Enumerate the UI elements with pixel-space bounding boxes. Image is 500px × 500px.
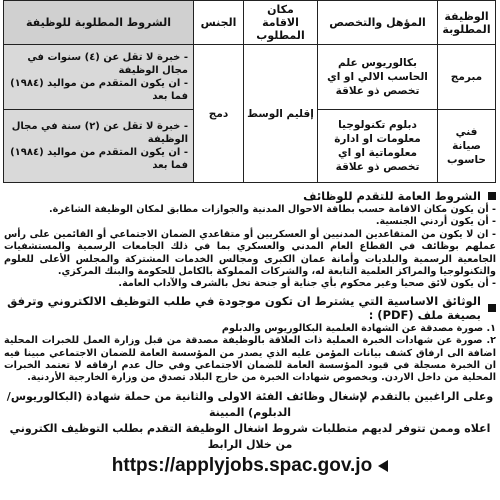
job-title: فني صيانة حاسوب: [438, 110, 496, 183]
job-title: مبرمج: [438, 45, 496, 110]
square-bullet-icon: [488, 192, 496, 200]
job-conditions: [4, 110, 194, 183]
general-conditions-title: الشروط العامة للتقدم للوظائف: [303, 189, 481, 203]
condition-item: - ان يكون المتقدم من مواليد (١٩٨٤) فما بعد: [10, 78, 188, 102]
document-line: ١. صورة مصدقة عن الشهادة العلمية البكالوريوس والدبلوم: [221, 322, 496, 334]
header-qualification: المؤهل والتخصص: [318, 1, 438, 45]
residence-value: إقليم الوسط: [244, 45, 318, 183]
table-row: [4, 45, 496, 110]
job-qualification: دبلوم تكنولوجيا معلومات او ادارة معلوماتية او اي تخصص ذو علاقة: [318, 110, 438, 183]
header-gender: الجنس: [194, 1, 244, 45]
header-conditions: الشروط المطلوبة للوظيفة: [4, 1, 194, 45]
closing-instructions: [4, 389, 496, 453]
jobs-table: [3, 0, 496, 183]
documents-title: الوثائق الاساسية التي يشترط ان تكون موجودة في طلب التوظيف الالكتروني وترفق بصيغة ملف (PDF) :: [7, 293, 481, 322]
condition-line: - أن يكون مكان الاقامة حسب بطاقة الاحوال المدنية والجوازات مطابق لمكان الوظيفة الشاغرة.: [48, 204, 496, 215]
job-conditions: [4, 45, 194, 110]
header-residence: مكان الاقامة المطلوب: [244, 1, 318, 45]
documents-section: [4, 294, 496, 385]
gender-value: دمج: [194, 45, 244, 183]
header-job: الوظيفة المطلوبة: [438, 1, 496, 45]
job-qualification: بكالوريوس علم الحاسب الالي او اي تخصص ذو علاقة: [318, 45, 438, 110]
jobs-table-header: [4, 1, 496, 45]
general-conditions-section: [4, 189, 496, 291]
general-conditions-list: [4, 204, 496, 291]
condition-line: - أن يكون أردني الجنسية.: [375, 216, 496, 228]
condition-item: - خبرة لا تقل عن (٢) سنة في مجال الوظيفة: [11, 121, 188, 145]
arrow-left-icon: [378, 460, 388, 472]
general-conditions-heading: [4, 189, 496, 203]
closing-line-1: وعلى الراغبين بالتقدم لإشغال وظائف الفئة الاولى والثانية من حملة شهادة (البكالوريوس/ الدبلوم) المبينة: [6, 389, 494, 419]
condition-item: - ان يكون المتقدم من مواليد (١٩٨٤) فما بعد: [10, 147, 188, 171]
square-bullet-icon: [488, 304, 496, 312]
closing-line-2: اعلاه وممن تتوفر لديهم متطلبات شروط اشغال الوظيفة التقدم بطلب التوظيف الكتروني من خلال الرابط: [9, 421, 491, 451]
documents-list: [4, 323, 496, 385]
apply-url-text[interactable]: https://applyjobs.spac.gov.jo: [111, 454, 373, 476]
condition-line: - ان لا يكون من المتقاعدين المدنيين أو العسكريين أو متقاعدي الضمان الاجتماعي أو القائمين على رأس عملهم بوظائف في القطاع العام المدني والعسكري بما في ذلك الجامعات الرسمية والمستشفيات الجامعية الرسمية والبلديات وأمانة عمان الكبرى ومجالس الخدمات المشتركة والمجلس الأعلى للعلوم والتكنولوجيا والمراكز العلمية التابعة له، والشركات المملوكة بالكامل للحكومة والبنك المركزي.: [4, 228, 496, 278]
document-line: ٢. صورة عن شهادات الخبرة العملية ذات العلاقة بالوظيفة مصدقة من قبل وزارة العمل للخبرات المحلية اضافة الى ارفاق كشف بيانات المؤمن عليه الذي يصدر من المؤسسة العامة للضمان الاجتماعي مبينا فيه ان الخبرة مسجلة في قيود المؤسسة العامة للضمان الاجتماعي وفي حال عدم ارفاقه لا تعتمد الخبرات المحلية من داخل الاردن. وبخصوص شهادات الخبرة من خارج البلاد تصدق من وزارة الخارجية الأردنية.: [4, 335, 496, 384]
condition-line: - أن يكون لائق صحيا وغير محكوم بأي جناية أو جنحة تخل بالشرف والآداب العامة.: [118, 278, 496, 290]
documents-heading: [4, 294, 496, 322]
apply-url[interactable]: [4, 455, 496, 477]
condition-item: - خبرة لا تقل عن (٤) سنوات في مجال الوظيفة: [27, 52, 188, 76]
